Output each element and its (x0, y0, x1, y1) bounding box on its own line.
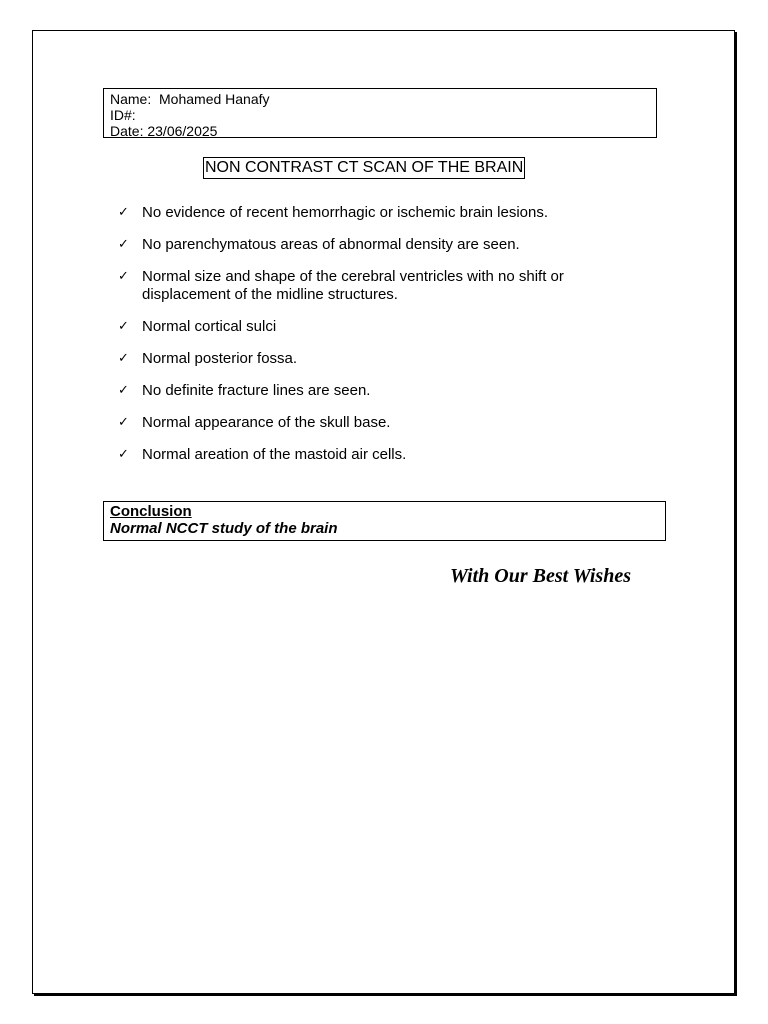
conclusion-text: Normal NCCT study of the brain (110, 520, 338, 537)
patient-name-row (110, 91, 656, 107)
report-title: NON CONTRAST CT SCAN OF THE BRAIN (203, 157, 525, 179)
finding-item (118, 382, 648, 400)
finding-item (118, 350, 648, 368)
patient-info-box (103, 88, 657, 138)
check-icon: ✓ (118, 383, 129, 398)
finding-text: Normal areation of the mastoid air cells. (142, 446, 407, 463)
patient-id-row (110, 107, 656, 123)
finding-item (118, 204, 648, 222)
finding-item (118, 414, 648, 432)
finding-item (118, 446, 648, 464)
report-date-row (110, 123, 656, 139)
finding-text: Normal posterior fossa. (142, 350, 298, 367)
finding-text: Normal cortical sulci (142, 318, 277, 335)
closing-signoff: With Our Best Wishes (450, 565, 631, 587)
date-label: Date: (110, 123, 144, 139)
finding-text: Normal appearance of the skull base. (142, 414, 391, 431)
finding-item (118, 236, 648, 254)
check-icon: ✓ (118, 205, 129, 220)
findings-list (118, 204, 648, 478)
check-icon: ✓ (118, 447, 129, 462)
id-label: ID#: (110, 107, 136, 123)
finding-text: No parenchymatous areas of abnormal density are seen. (142, 236, 520, 253)
finding-item (118, 268, 648, 304)
patient-name: Mohamed Hanafy (159, 91, 270, 107)
finding-text: No definite fracture lines are seen. (142, 382, 371, 399)
report-date: 23/06/2025 (147, 123, 218, 139)
conclusion-heading: Conclusion (110, 503, 192, 520)
finding-item (118, 318, 648, 336)
check-icon: ✓ (118, 351, 129, 366)
conclusion-box (103, 501, 666, 541)
finding-text: No evidence of recent hemorrhagic or ischemic brain lesions. (142, 204, 549, 221)
check-icon: ✓ (118, 269, 129, 284)
name-label: Name: (110, 91, 152, 107)
check-icon: ✓ (118, 237, 129, 252)
finding-text: Normal size and shape of the cerebral ventricles with no shift or displacement of the midline structures. (142, 268, 564, 303)
check-icon: ✓ (118, 415, 129, 430)
check-icon: ✓ (118, 319, 129, 334)
